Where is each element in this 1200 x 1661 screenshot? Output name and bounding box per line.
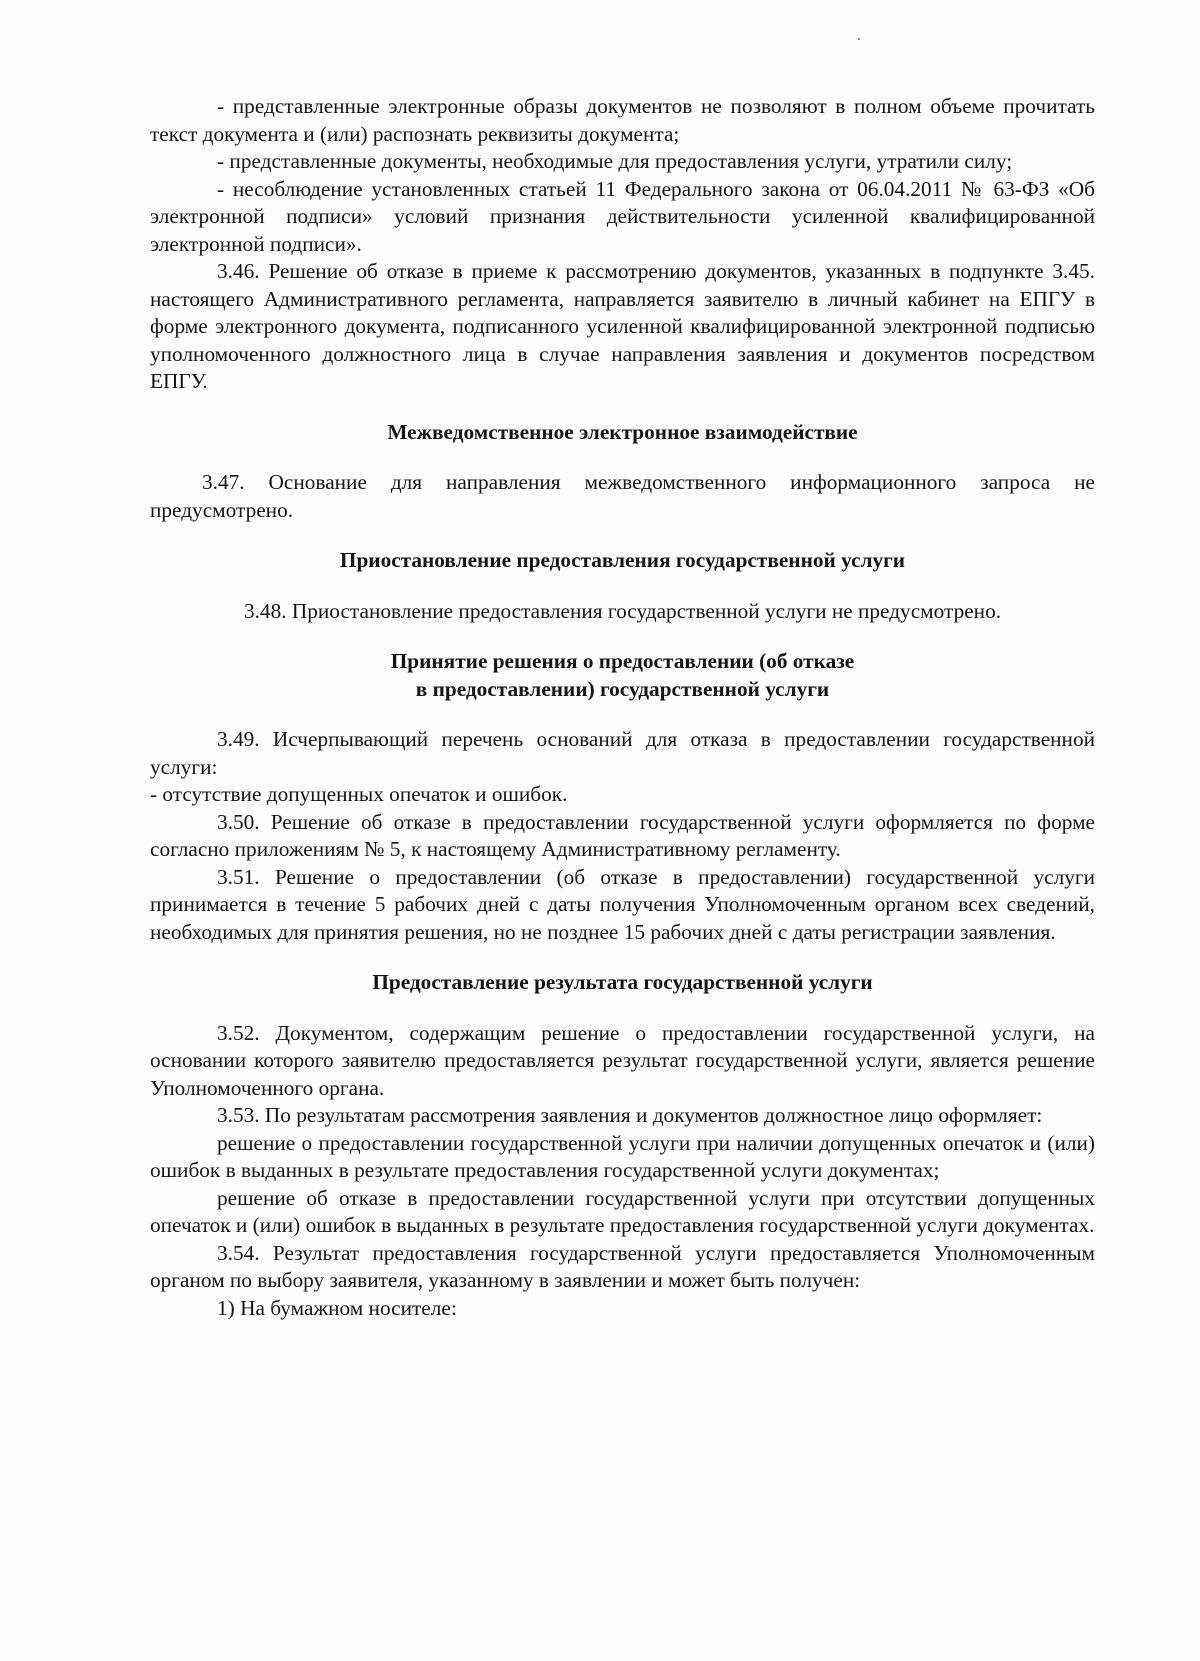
scan-speck [858, 38, 860, 40]
document-body [150, 93, 1095, 1322]
heading-result-provision: Предоставление результата государственной услуги [372, 970, 873, 994]
paragraph-signature-noncompliance: - несоблюдение установленных статьей 11 Федерального закона от 06.04.2011 № 63-ФЗ «Об электронной подписи» условий признания действительности усиленной квалифицированной электронной подписи». [150, 176, 1095, 256]
paragraph-no-errors: - отсутствие допущенных опечаток и ошибок. [150, 782, 568, 806]
paragraph-3-46: 3.46. Решение об отказе в приеме к рассмотрению документов, указанных в подпункте 3.45. настоящего Административного регламента, направляется заявителю в личный кабинет на ЕПГУ в форме электронного документа, подписанного усиленной квалифицированной электронной подписью уполномоченного должностного лица в случае направления заявления и документов посредством ЕПГУ. [150, 259, 1095, 393]
paragraph-3-51: 3.51. Решение о предоставлении (об отказе в предоставлении) государственной услуги принимается в течение 5 рабочих дней с даты получения Уполномоченным органом всех сведений, необходимых для принятия решения, но не позднее 15 рабочих дней с даты регистрации заявления. [150, 864, 1095, 944]
paragraph-decision-grant: решение о предоставлении государственной услуги при наличии допущенных опечаток и (или) ошибок в выданных в результате предоставления государственной услуги документах; [150, 1130, 1095, 1182]
heading-decision-line2: в предоставлении) государственной услуги [415, 676, 830, 701]
paragraph-expired-documents: - представленные документы, необходимые для предоставления услуги, утратили силу; [217, 149, 1013, 173]
paragraph-3-47: 3.47. Основание для направления межведомственного информационного запроса не предусмотрено. [150, 470, 1095, 522]
paragraph-3-54: 3.54. Результат предоставления государственной услуги предоставляется Уполномоченным органом по выбору заявителя, указанному в заявлении и может быть получен: [150, 1240, 1095, 1292]
heading-suspension: Приостановление предоставления государственной услуги [339, 548, 906, 572]
heading-decision [150, 648, 1095, 703]
paragraph-3-52: 3.52. Документом, содержащим решение о предоставлении государственной услуги, на основании которого заявителю предоставляется результат государственной услуги, является решение Уполномоченного органа. [150, 1020, 1095, 1100]
heading-interagency-interaction: Межведомственное электронное взаимодействие [387, 419, 858, 444]
heading-decision-line1: Принятие решения о предоставлении (об отказе [390, 649, 855, 673]
paragraph-3-49: 3.49. Исчерпывающий перечень оснований для отказа в предоставлении государственной услуги: [150, 727, 1095, 779]
paragraph-decision-refusal: решение об отказе в предоставлении государственной услуги при отсутствии допущенных опечаток и (или) ошибок в выданных в результате предоставления государственной услуги документах. [150, 1185, 1095, 1237]
paragraph-invalid-scans: - представленные электронные образы документов не позволяют в полном объеме прочитать текст документа и (или) распознать реквизиты документа; [150, 94, 1095, 146]
paragraph-paper-medium: 1) На бумажном носителе: [217, 1295, 457, 1320]
paragraph-3-48: 3.48. Приостановление предоставления государственной услуги не предусмотрено. [243, 598, 1002, 623]
paragraph-3-53: 3.53. По результатам рассмотрения заявления и документов должностное лицо оформляет: [217, 1103, 1043, 1127]
paragraph-3-50: 3.50. Решение об отказе в предоставлении государственной услуги оформляется по форме согласно приложениям № 5, к настоящему Административному регламенту. [150, 809, 1095, 861]
